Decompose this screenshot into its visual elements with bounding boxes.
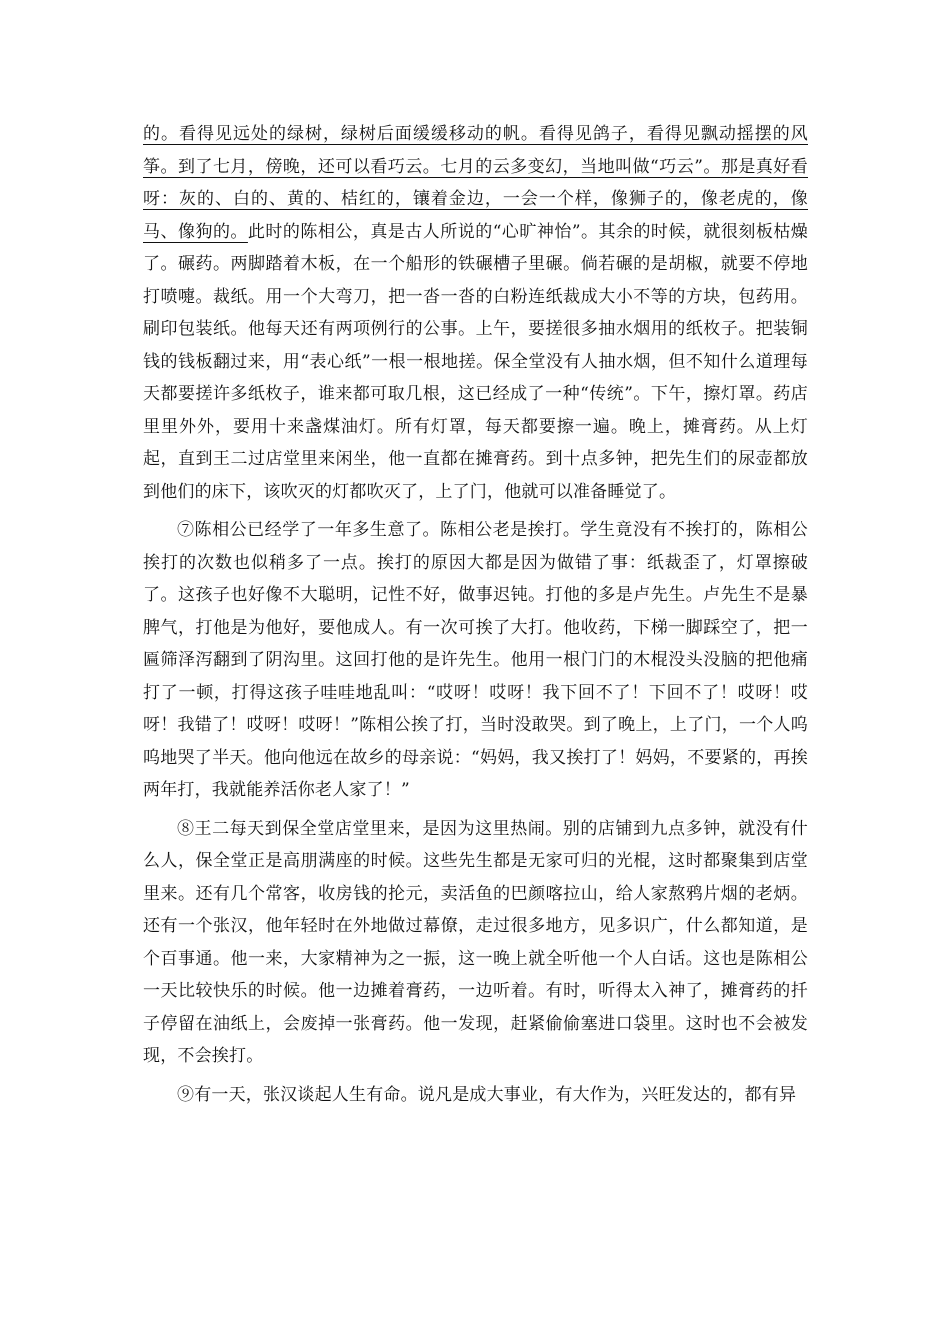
paragraph-6-continued: [143, 118, 808, 508]
paragraph-7: ⑦陈相公已经学了一年多生意了。陈相公老是挨打。学生竟没有不挨打的，陈相公挨打的次数也似稍多了一点。挨打的原因大都是因为做错了事：纸裁歪了，灯罩擦破了。这孩子也好像不大聪明，记性不好，做事迟钝。打他的多是卢先生。卢先生不是暴脾气，打他是为他好，要他成人。有一次可挨了大打。他收药，下梯一脚踩空了，把一匾筛泽泻翻到了阴沟里。这回打他的是许先生。他用一根门门的木棍没头没脑的把他痛打了一顿，打得这孩子哇哇地乱叫：“哎呀！哎呀！我下回不了！下回不了！哎呀！哎呀！我错了！哎呀！哎呀！”陈相公挨了打，当时没敢哭。到了晚上，上了门，一个人呜呜地哭了半天。他向他远在故乡的母亲说：“妈妈，我又挨打了！妈妈，不要紧的，再挨两年打，我就能养活你老人家了！”: [143, 520, 808, 800]
paragraph-9: ⑨有一天，张汉谈起人生有命。说凡是成大事业，有大作为，兴旺发达的，都有异: [177, 1084, 797, 1105]
underlined-passage: 的。看得见远处的绿树，绿树后面缓缓移动的帆。看得见鸽子，看得见飘动摇摆的风筝。到了七月，傍晚，还可以看巧云。七月的云多变幻，当地叫做“巧云”。那是真好看呀：灰的、白的、黄的、桔红的，镶着金边，一会一个样，像狮子的，像老虎的，像马、像狗的。: [143, 124, 808, 242]
paragraph-text: 此时的陈相公，真是古人所说的“心旷神怡”。其余的时候，就很刻板枯燥了。碾药。两脚踏着木板，在一个船形的铁碾槽子里碾。倘若碾的是胡椒，就要不停地打喷嚏。裁纸。用一个大弯刀，把一沓一沓的白粉连纸裁成大小不等的方块，包药用。刷印包装纸。他每天还有两项例行的公事。上午，要搓很多抽水烟用的纸枚子。把装铜钱的钱板翻过来，用“表心纸”一根一根地搓。保全堂没有人抽水烟，但不知什么道理每天都要搓许多纸枚子，谁来都可取几根，这已经成了一种“传统”。下午，擦灯罩。药店里里外外，要用十来盏煤油灯。所有灯罩，每天都要擦一遍。晚上，摊膏药。从上灯起，直到王二过店堂里来闲坐，他一直都在摊膏药。到十点多钟，把先生们的尿壶都放到他们的床下，该吹灭的灯都吹灭了，上了门，他就可以准备睡觉了。: [143, 221, 809, 502]
paragraph-8: ⑧王二每天到保全堂店堂里来，是因为这里热闹。别的店铺到九点多钟，就没有什么人，保全堂正是高朋满座的时候。这些先生都是无家可归的光棍，这时都聚集到店堂里来。还有几个常客，收房钱的抡元，卖活鱼的巴颜喀拉山，给人家熬鸦片烟的老炳。还有一个张汉，他年轻时在外地做过幕僚，走过很多地方，见多识广，什么都知道，是个百事通。他一来，大家精神为之一振，这一晚上就全听他一个人白话。这也是陈相公一天比较快乐的时候。他一边摊着膏药，一边听着。有时，听得太入神了，摊膏药的扦子停留在油纸上，会废掉一张膏药。他一发现，赶紧偷偷塞进口袋里。这时也不会被发现，不会挨打。: [143, 818, 808, 1066]
document-page: [143, 118, 808, 1117]
